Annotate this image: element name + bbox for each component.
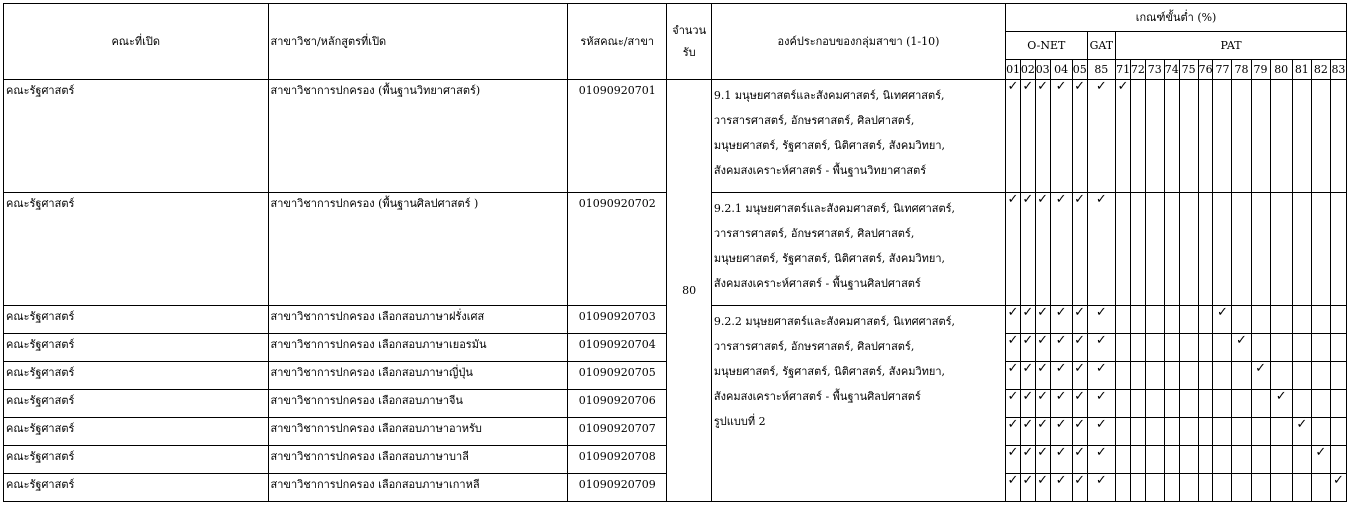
check-mark-cell: ✓ — [1072, 474, 1087, 502]
empty-check-cell — [1179, 362, 1198, 390]
empty-check-cell — [1179, 474, 1198, 502]
empty-check-cell — [1145, 80, 1164, 193]
check-mark-cell: ✓ — [1072, 193, 1087, 306]
code-cell: 01090920706 — [567, 390, 666, 418]
empty-check-cell — [1330, 80, 1346, 193]
check-mark-cell: ✓ — [1020, 193, 1035, 306]
element-line: มนุษยศาสตร์, รัฐศาสตร์, นิติศาสตร์, สังคมวิทยา, — [713, 252, 945, 265]
check-mark-cell: ✓ — [1050, 418, 1072, 446]
empty-check-cell — [1145, 418, 1164, 446]
check-mark-cell: ✓ — [1087, 334, 1116, 362]
check-mark-cell: ✓ — [1087, 418, 1116, 446]
element-group-cell — [711, 306, 1005, 502]
program-cell: สาขาวิชาการปกครอง (พื้นฐานวิทยาศาสตร์) — [268, 80, 567, 193]
subject-code: 72 — [1130, 60, 1145, 80]
check-mark-cell: ✓ — [1035, 446, 1050, 474]
empty-check-cell — [1145, 474, 1164, 502]
check-mark-cell: ✓ — [1072, 446, 1087, 474]
check-mark-cell: ✓ — [1006, 446, 1021, 474]
empty-check-cell — [1232, 474, 1251, 502]
code-cell: 01090920704 — [567, 334, 666, 362]
empty-check-cell — [1116, 474, 1131, 502]
empty-check-cell — [1311, 80, 1330, 193]
check-mark-cell: ✓ — [1006, 80, 1021, 193]
empty-check-cell — [1116, 390, 1131, 418]
empty-check-cell — [1270, 474, 1292, 502]
header-pat: PAT — [1116, 32, 1347, 60]
empty-check-cell — [1116, 446, 1131, 474]
check-mark-cell: ✓ — [1020, 80, 1035, 193]
empty-check-cell — [1292, 362, 1311, 390]
check-mark-cell: ✓ — [1087, 390, 1116, 418]
empty-check-cell — [1292, 390, 1311, 418]
check-mark-cell: ✓ — [1050, 446, 1072, 474]
header-capacity-line2: รับ — [682, 45, 696, 59]
empty-check-cell — [1116, 334, 1131, 362]
element-line: 9.2.1 มนุษยศาสตร์และสังคมศาสตร์, นิเทศศาสตร์, — [713, 202, 956, 215]
empty-check-cell — [1213, 474, 1232, 502]
empty-check-cell — [1330, 306, 1346, 334]
faculty-cell: คณะรัฐศาสตร์ — [4, 334, 269, 362]
empty-check-cell — [1116, 193, 1131, 306]
empty-check-cell — [1164, 474, 1179, 502]
subject-code: 01 — [1006, 60, 1021, 80]
empty-check-cell — [1330, 193, 1346, 306]
empty-check-cell — [1145, 306, 1164, 334]
subject-code: 02 — [1020, 60, 1035, 80]
empty-check-cell — [1232, 390, 1251, 418]
faculty-cell: คณะรัฐศาสตร์ — [4, 80, 269, 193]
check-mark-cell: ✓ — [1087, 446, 1116, 474]
empty-check-cell — [1292, 193, 1311, 306]
check-mark-cell: ✓ — [1050, 334, 1072, 362]
subject-code: 76 — [1198, 60, 1213, 80]
empty-check-cell — [1164, 418, 1179, 446]
code-cell: 01090920701 — [567, 80, 666, 193]
subject-code: 80 — [1270, 60, 1292, 80]
empty-check-cell — [1213, 446, 1232, 474]
faculty-cell: คณะรัฐศาสตร์ — [4, 390, 269, 418]
header-criteria: เกณฑ์ขั้นต่ำ (%) — [1006, 4, 1347, 32]
empty-check-cell — [1179, 306, 1198, 334]
header-capacity-line1: จำนวน — [672, 23, 707, 37]
empty-check-cell — [1116, 306, 1131, 334]
empty-check-cell — [1292, 80, 1311, 193]
empty-check-cell — [1179, 390, 1198, 418]
element-line: สังคมสงเคราะห์ศาสตร์ - พื้นฐานศิลปศาสตร์ — [713, 277, 921, 290]
header-program: สาขาวิชา/หลักสูตรที่เปิด — [268, 4, 567, 80]
check-mark-cell: ✓ — [1020, 446, 1035, 474]
code-cell: 01090920709 — [567, 474, 666, 502]
empty-check-cell — [1311, 418, 1330, 446]
check-mark-cell: ✓ — [1035, 418, 1050, 446]
code-cell: 01090920705 — [567, 362, 666, 390]
element-line: วารสารศาสตร์, อักษรศาสตร์, ศิลปศาสตร์, — [713, 340, 915, 353]
empty-check-cell — [1130, 446, 1145, 474]
check-mark-cell: ✓ — [1020, 362, 1035, 390]
empty-check-cell — [1213, 334, 1232, 362]
check-mark-cell: ✓ — [1006, 193, 1021, 306]
empty-check-cell — [1292, 306, 1311, 334]
empty-check-cell — [1145, 446, 1164, 474]
empty-check-cell — [1232, 362, 1251, 390]
empty-check-cell — [1164, 306, 1179, 334]
check-mark-cell: ✓ — [1035, 474, 1050, 502]
empty-check-cell — [1164, 334, 1179, 362]
program-cell: สาขาวิชาการปกครอง เลือกสอบภาษาจีน — [268, 390, 567, 418]
check-mark-cell: ✓ — [1087, 80, 1116, 193]
subject-code: 74 — [1164, 60, 1179, 80]
check-mark-cell: ✓ — [1087, 474, 1116, 502]
check-mark-cell: ✓ — [1035, 193, 1050, 306]
check-mark-cell: ✓ — [1072, 362, 1087, 390]
check-mark-cell: ✓ — [1035, 334, 1050, 362]
empty-check-cell — [1198, 306, 1213, 334]
check-mark-cell: ✓ — [1232, 334, 1251, 362]
empty-check-cell — [1270, 446, 1292, 474]
check-mark-cell: ✓ — [1006, 418, 1021, 446]
empty-check-cell — [1179, 418, 1198, 446]
check-mark-cell: ✓ — [1035, 362, 1050, 390]
empty-check-cell — [1311, 334, 1330, 362]
empty-check-cell — [1311, 193, 1330, 306]
program-cell: สาขาวิชาการปกครอง (พื้นฐานศิลปศาสตร์ ) — [268, 193, 567, 306]
empty-check-cell — [1213, 390, 1232, 418]
empty-check-cell — [1130, 334, 1145, 362]
subject-code: 75 — [1179, 60, 1198, 80]
empty-check-cell — [1330, 334, 1346, 362]
header-code: รหัสคณะ/สาขา — [567, 4, 666, 80]
element-line: สังคมสงเคราะห์ศาสตร์ - พื้นฐานศิลปศาสตร์ — [713, 390, 921, 403]
admission-table — [3, 3, 1347, 502]
check-mark-cell: ✓ — [1006, 334, 1021, 362]
faculty-cell: คณะรัฐศาสตร์ — [4, 446, 269, 474]
check-mark-cell: ✓ — [1311, 446, 1330, 474]
empty-check-cell — [1198, 193, 1213, 306]
check-mark-cell: ✓ — [1116, 80, 1131, 193]
header-elements: องค์ประกอบของกลุ่มสาขา (1-10) — [711, 4, 1005, 80]
header-faculty: คณะที่เปิด — [4, 4, 269, 80]
empty-check-cell — [1311, 306, 1330, 334]
check-mark-cell: ✓ — [1006, 390, 1021, 418]
program-cell: สาขาวิชาการปกครอง เลือกสอบภาษาอาหรับ — [268, 418, 567, 446]
empty-check-cell — [1232, 446, 1251, 474]
check-mark-cell: ✓ — [1072, 80, 1087, 193]
empty-check-cell — [1198, 80, 1213, 193]
subject-code: 85 — [1087, 60, 1116, 80]
empty-check-cell — [1145, 193, 1164, 306]
empty-check-cell — [1232, 418, 1251, 446]
subject-code: 04 — [1050, 60, 1072, 80]
empty-check-cell — [1198, 334, 1213, 362]
empty-check-cell — [1232, 306, 1251, 334]
check-mark-cell: ✓ — [1072, 334, 1087, 362]
check-mark-cell: ✓ — [1035, 80, 1050, 193]
empty-check-cell — [1198, 362, 1213, 390]
empty-check-cell — [1330, 446, 1346, 474]
subject-code: 82 — [1311, 60, 1330, 80]
empty-check-cell — [1130, 418, 1145, 446]
empty-check-cell — [1213, 362, 1232, 390]
empty-check-cell — [1130, 474, 1145, 502]
empty-check-cell — [1164, 193, 1179, 306]
empty-check-cell — [1330, 390, 1346, 418]
empty-check-cell — [1198, 474, 1213, 502]
program-cell: สาขาวิชาการปกครอง เลือกสอบภาษาฝรั่งเศส — [268, 306, 567, 334]
element-line: วารสารศาสตร์, อักษรศาสตร์, ศิลปศาสตร์, — [713, 114, 915, 127]
empty-check-cell — [1116, 418, 1131, 446]
check-mark-cell: ✓ — [1050, 306, 1072, 334]
empty-check-cell — [1251, 474, 1270, 502]
empty-check-cell — [1145, 362, 1164, 390]
element-line: วารสารศาสตร์, อักษรศาสตร์, ศิลปศาสตร์, — [713, 227, 915, 240]
empty-check-cell — [1270, 193, 1292, 306]
empty-check-cell — [1130, 306, 1145, 334]
code-cell: 01090920703 — [567, 306, 666, 334]
empty-check-cell — [1130, 390, 1145, 418]
subject-code: 77 — [1213, 60, 1232, 80]
empty-check-cell — [1179, 80, 1198, 193]
code-cell: 01090920702 — [567, 193, 666, 306]
element-line: มนุษยศาสตร์, รัฐศาสตร์, นิติศาสตร์, สังคมวิทยา, — [713, 365, 945, 378]
faculty-cell: คณะรัฐศาสตร์ — [4, 362, 269, 390]
empty-check-cell — [1292, 446, 1311, 474]
code-cell: 01090920707 — [567, 418, 666, 446]
check-mark-cell: ✓ — [1006, 306, 1021, 334]
program-cell: สาขาวิชาการปกครอง เลือกสอบภาษาเกาหลี — [268, 474, 567, 502]
empty-check-cell — [1251, 306, 1270, 334]
check-mark-cell: ✓ — [1087, 193, 1116, 306]
empty-check-cell — [1270, 334, 1292, 362]
header-onet: O-NET — [1006, 32, 1087, 60]
empty-check-cell — [1198, 446, 1213, 474]
empty-check-cell — [1330, 418, 1346, 446]
empty-check-cell — [1311, 390, 1330, 418]
header-gat: GAT — [1087, 32, 1116, 60]
table-row — [4, 80, 1347, 193]
element-group-cell — [711, 80, 1005, 193]
empty-check-cell — [1130, 362, 1145, 390]
faculty-cell: คณะรัฐศาสตร์ — [4, 418, 269, 446]
empty-check-cell — [1232, 80, 1251, 193]
check-mark-cell: ✓ — [1251, 362, 1270, 390]
check-mark-cell: ✓ — [1087, 362, 1116, 390]
empty-check-cell — [1130, 193, 1145, 306]
code-cell: 01090920708 — [567, 446, 666, 474]
empty-check-cell — [1116, 362, 1131, 390]
empty-check-cell — [1145, 334, 1164, 362]
check-mark-cell: ✓ — [1020, 334, 1035, 362]
subject-code: 79 — [1251, 60, 1270, 80]
program-cell: สาขาวิชาการปกครอง เลือกสอบภาษาบาลี — [268, 446, 567, 474]
check-mark-cell: ✓ — [1292, 418, 1311, 446]
check-mark-cell: ✓ — [1050, 390, 1072, 418]
program-cell: สาขาวิชาการปกครอง เลือกสอบภาษาเยอรมัน — [268, 334, 567, 362]
empty-check-cell — [1270, 362, 1292, 390]
empty-check-cell — [1270, 418, 1292, 446]
empty-check-cell — [1292, 334, 1311, 362]
check-mark-cell: ✓ — [1050, 80, 1072, 193]
empty-check-cell — [1292, 474, 1311, 502]
element-line: สังคมสงเคราะห์ศาสตร์ - พื้นฐานวิทยาศาสตร์ — [713, 164, 927, 177]
empty-check-cell — [1164, 446, 1179, 474]
check-mark-cell: ✓ — [1270, 390, 1292, 418]
empty-check-cell — [1164, 362, 1179, 390]
empty-check-cell — [1164, 390, 1179, 418]
empty-check-cell — [1130, 80, 1145, 193]
header-capacity — [667, 4, 711, 80]
subject-code: 73 — [1145, 60, 1164, 80]
empty-check-cell — [1179, 446, 1198, 474]
element-line: รูปแบบที่ 2 — [713, 415, 766, 428]
check-mark-cell: ✓ — [1072, 306, 1087, 334]
check-mark-cell: ✓ — [1020, 418, 1035, 446]
subject-code: 81 — [1292, 60, 1311, 80]
empty-check-cell — [1311, 362, 1330, 390]
subject-code: 71 — [1116, 60, 1131, 80]
subject-code: 05 — [1072, 60, 1087, 80]
empty-check-cell — [1270, 306, 1292, 334]
check-mark-cell: ✓ — [1087, 306, 1116, 334]
faculty-cell: คณะรัฐศาสตร์ — [4, 193, 269, 306]
empty-check-cell — [1251, 390, 1270, 418]
check-mark-cell: ✓ — [1035, 306, 1050, 334]
empty-check-cell — [1251, 446, 1270, 474]
element-line: 9.2.2 มนุษยศาสตร์และสังคมศาสตร์, นิเทศศาสตร์, — [713, 315, 956, 328]
empty-check-cell — [1145, 390, 1164, 418]
check-mark-cell: ✓ — [1050, 362, 1072, 390]
check-mark-cell: ✓ — [1020, 306, 1035, 334]
element-group-cell — [711, 193, 1005, 306]
check-mark-cell: ✓ — [1330, 474, 1346, 502]
element-line: มนุษยศาสตร์, รัฐศาสตร์, นิติศาสตร์, สังคมวิทยา, — [713, 139, 945, 152]
check-mark-cell: ✓ — [1006, 474, 1021, 502]
check-mark-cell: ✓ — [1050, 474, 1072, 502]
capacity-cell: 80 — [667, 80, 711, 502]
check-mark-cell: ✓ — [1020, 474, 1035, 502]
empty-check-cell — [1251, 80, 1270, 193]
empty-check-cell — [1213, 418, 1232, 446]
check-mark-cell: ✓ — [1072, 418, 1087, 446]
empty-check-cell — [1270, 80, 1292, 193]
subject-code: 03 — [1035, 60, 1050, 80]
check-mark-cell: ✓ — [1006, 362, 1021, 390]
empty-check-cell — [1311, 474, 1330, 502]
empty-check-cell — [1330, 362, 1346, 390]
empty-check-cell — [1179, 334, 1198, 362]
check-mark-cell: ✓ — [1050, 193, 1072, 306]
check-mark-cell: ✓ — [1213, 306, 1232, 334]
faculty-cell: คณะรัฐศาสตร์ — [4, 306, 269, 334]
empty-check-cell — [1213, 193, 1232, 306]
program-cell: สาขาวิชาการปกครอง เลือกสอบภาษาญี่ปุ่น — [268, 362, 567, 390]
check-mark-cell: ✓ — [1020, 390, 1035, 418]
empty-check-cell — [1251, 418, 1270, 446]
faculty-cell: คณะรัฐศาสตร์ — [4, 474, 269, 502]
empty-check-cell — [1251, 193, 1270, 306]
check-mark-cell: ✓ — [1035, 390, 1050, 418]
subject-code: 78 — [1232, 60, 1251, 80]
empty-check-cell — [1213, 80, 1232, 193]
element-line: 9.1 มนุษยศาสตร์และสังคมศาสตร์, นิเทศศาสตร์, — [713, 89, 945, 102]
empty-check-cell — [1164, 80, 1179, 193]
empty-check-cell — [1198, 418, 1213, 446]
subject-code: 83 — [1330, 60, 1346, 80]
empty-check-cell — [1251, 334, 1270, 362]
check-mark-cell: ✓ — [1072, 390, 1087, 418]
empty-check-cell — [1198, 390, 1213, 418]
empty-check-cell — [1232, 193, 1251, 306]
empty-check-cell — [1179, 193, 1198, 306]
